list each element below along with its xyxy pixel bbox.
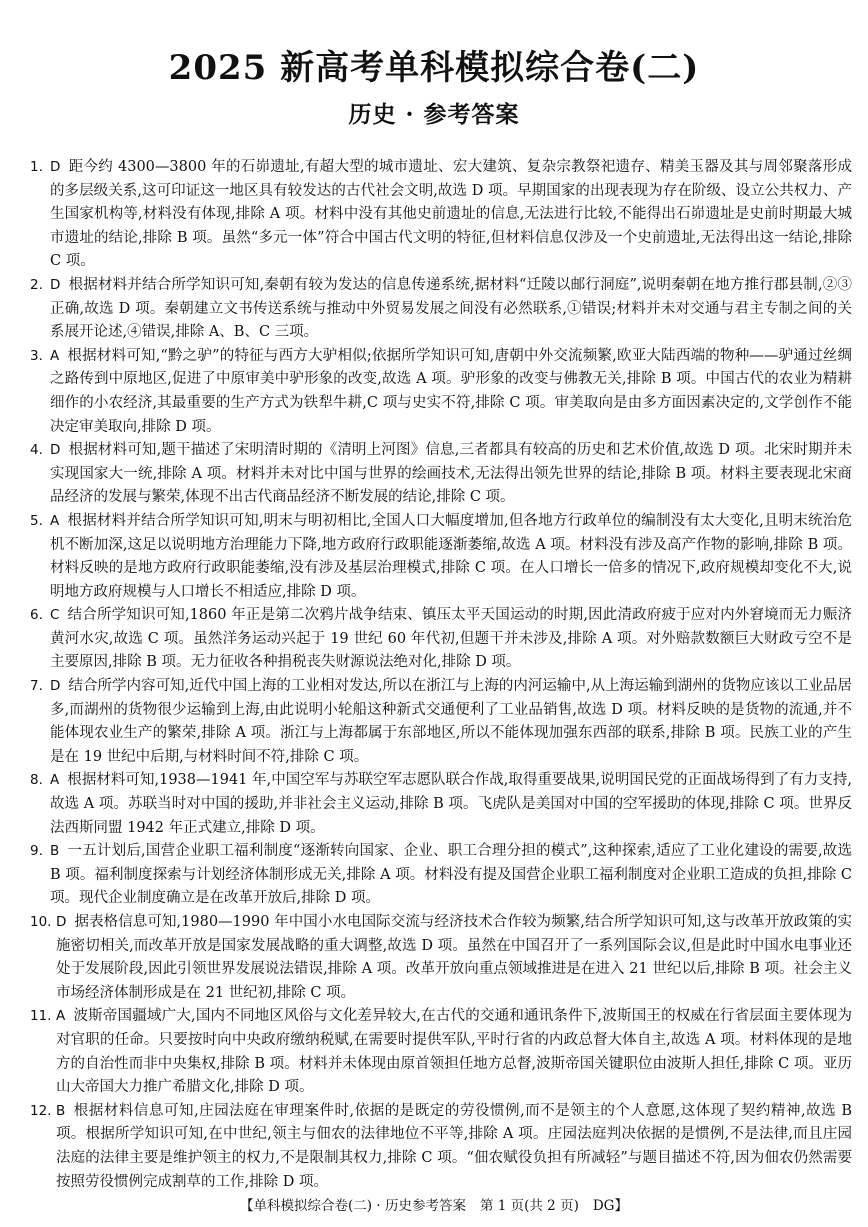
item-explanation: 距今约 4300—3800 年的石峁遗址,有超大型的城市遗址、宏大建筑、复杂宗教祭祀遗存、精美玉器及其与周邻聚落形成的多层级关系,这可印证这一地区具有较发达的古代社会文明,故选 D 项。早期国家的出现表现为存在阶级、设立公共权力、产生国家机构等,材料没有体现,排除 A 项。材料中没有其他史前遗址的信息,无法进行比较,不能得出石峁遗址是史前时期最大城市遗址的结论,排除 B 项。虽然“多元一体”符合中国古代文明的特征,但材料信息仅涉及一个史前遗址,无法得出这一结论,排除 C 项。 — [50, 159, 852, 270]
answer-item-5 — [30, 510, 852, 604]
item-number: 4. — [30, 442, 43, 459]
answer-item-4 — [30, 439, 852, 510]
item-number: 10. — [30, 914, 52, 930]
footer-code: DG】 — [592, 1198, 628, 1214]
item-explanation: 一五计划后,国营企业职工福利制度“逐渐转向国家、企业、职工合理分担的模式”,这种探索,适应了工业化建设的需要,故选 B 项。福利制度探索与计划经济体制形成无关,排除 A 项。材料没有提及国营企业职工福利制度对企业职工造成的负担,排除 C 项。现代企业制度确立是在改革开放后,排除 D 项。 — [50, 843, 852, 907]
item-answer: A — [56, 1008, 66, 1025]
answer-item-1 — [30, 156, 852, 274]
page-subtitle: 历史 · 参考答案 — [348, 101, 520, 128]
page-title: 2025 新高考单科模拟综合卷(二) — [168, 48, 700, 88]
answer-item-11 — [30, 1005, 852, 1099]
item-explanation: 结合所学内容可知,近代中国上海的工业相对发达,所以在浙江与上海的内河运输中,从上海运输到湖州的货物应该以工业品居多,而湖州的货物很少运输到上海,由此说明小轮船这种新式交通便利了工业品销售,故选 D 项。材料反映的是货物的流通,并不能体现农业生产的繁荣,排除 A 项。浙江与上海都属于东部地区,所以不能体现加强东西部的联系,排除 B 项。民族工业的产生是在 19 世纪中后期,与材料时间不符,排除 C 项。 — [50, 678, 852, 765]
item-answer: D — [50, 442, 61, 459]
item-number: 7. — [30, 678, 43, 695]
item-answer: D — [56, 914, 67, 930]
item-answer: D — [50, 159, 61, 175]
item-number: 1. — [30, 159, 43, 175]
item-answer: B — [56, 1102, 66, 1119]
answer-item-7 — [30, 675, 852, 769]
item-answer: A — [50, 772, 60, 789]
item-answer: A — [50, 347, 60, 364]
answer-item-2 — [30, 274, 852, 345]
item-answer: D — [50, 276, 61, 293]
item-answer: A — [50, 512, 60, 529]
item-explanation: 结合所学知识可知,1860 年正是第二次鸦片战争结束、镇压太平天国运动的时期,因此清政府疲于应对内外窘境而无力赈济黄河水灾,故选 C 项。虽然洋务运动兴起于 19 世纪 60 年代初,但题干并未涉及,排除 A 项。对外赔款数额巨大财政亏空不是主要原因,排除 B 项。无力征收各种捐税丧失财源说法绝对化,排除 D 项。 — [50, 607, 852, 671]
answer-item-10 — [30, 911, 852, 1005]
answer-item-6 — [30, 604, 852, 675]
item-number: 12. — [30, 1102, 52, 1119]
item-explanation: 根据材料并结合所学知识可知,秦朝有较为发达的信息传递系统,据材料“迁陵以邮行洞庭”,说明秦朝在地方推行郡县制,②③正确,故选 D 项。秦朝建立文书传送系统与推动中外贸易发展之间没有必然联系,①错误;材料并未对交通与君主专制之间的关系展开论述,④错误,排除 A、B、C 三项。 — [50, 276, 852, 341]
item-explanation: 波斯帝国疆域广大,国内不同地区风俗与文化差异较大,在古代的交通和通讯条件下,波斯国王的权威在行省层面主要体现为对官职的任命。只要按时向中央政府缴纳税赋,在需要时提供军队,平时行省的内政总督大体自主,故选 A 项。材料体现的是地方的自治性而非中央集权,排除 B 项。材料并未体现由原首领担任地方总督,波斯帝国关键职位由波斯人担任,排除 C 项。亚历山大帝国大力推广希腊文化,排除 D 项。 — [56, 1008, 852, 1096]
answer-item-8 — [30, 769, 852, 840]
item-number: 6. — [30, 607, 43, 624]
footer-label: 【单科模拟综合卷(二) · 历史参考答案 — [240, 1198, 466, 1214]
item-explanation: 根据材料可知,1938—1941 年,中国空军与苏联空军志愿队联合作战,取得重要战果,说明国民党的正面战场得到了有力支持,故选 A 项。苏联当时对中国的援助,并非社会主义运动,排除 B 项。飞虎队是美国对中国的空军援助的体现,排除 C 项。世界反法西斯同盟 1942 年正式建立,排除 D 项。 — [50, 772, 852, 836]
item-explanation: 根据材料并结合所学知识可知,明末与明初相比,全国人口大幅度增加,但各地方行政单位的编制没有太大变化,且明末统治危机不断加深,这足以说明地方治理能力下降,地方政府行政职能逐渐萎缩,故选 A 项。材料没有涉及高产作物的影响,排除 B 项。材料反映的是地方政府行政职能萎缩,没有涉及基层治理模式,排除 C 项。在人口增长一倍多的情况下,政府规模却变化不大,说明地方政府规模与人口增长不相适应,排除 D 项。 — [50, 512, 852, 600]
item-number: 2. — [30, 276, 43, 293]
item-explanation: 根据材料信息可知,庄园法庭在审理案件时,依据的是既定的劳役惯例,而不是领主的个人意愿,这体现了契约精神,故选 B 项。根据所学知识可知,在中世纪,领主与佃农的法律地位不平等,排除 A 项。庄园法庭判决依据的是惯例,不是法律,而且庄园法庭的法律主要是维护领主的权力,不是限制其权力,排除 C 项。“佃农赋役负担有所减轻”与题目描述不符,因为佃农仍然需要按照劳役惯例完成割草的工作,排除 D 项。 — [56, 1102, 852, 1190]
item-number: 11. — [30, 1008, 52, 1025]
item-number: 3. — [30, 347, 43, 364]
answer-item-9 — [30, 840, 852, 911]
item-answer: B — [50, 843, 60, 860]
item-explanation: 根据材料可知,“黔之驴”的特征与西方大驴相似;依据所学知识可知,唐朝中外交流频繁,欧亚大陆西端的物种——驴通过丝绸之路传到中原地区,促进了中原审美中驴形象的改变,故选 A 项。驴形象的改变与佛教无关,排除 B 项。中国古代的农业为精耕细作的小农经济,其最重要的生产方式为铁犁牛耕,C 项与史实不符,排除 C 项。审美取向是由多方面因素决定的,文学创作不能决定审美取向,排除 D 项。 — [50, 347, 852, 435]
item-explanation: 据表格信息可知,1980—1990 年中国小水电国际交流与经济技术合作较为频繁,结合所学知识可知,这与改革开放政策的实施密切相关,而改革开放是国家发展战略的重大调整,故选 D 项。虽然在中国召开了一系列国际会议,但是此时中国水电事业还处于发展阶段,因此引领世界发展说法错误,排除 A 项。改革开放向重点领域推进是在进入 21 世纪以后,排除 B 项。社会主义市场经济体制形成是在 21 世纪初,排除 C 项。 — [56, 914, 852, 1001]
footer-page-number: 第 1 页(共 2 页) — [479, 1198, 579, 1214]
item-number: 5. — [30, 512, 43, 529]
item-explanation: 根据材料可知,题干描述了宋明清时期的《清明上河图》信息,三者都具有较高的历史和艺术价值,故选 D 项。北宋时期并未实现国家大一统,排除 A 项。材料并未对比中国与世界的绘画技术,无法得出领先世界的结论,排除 B 项。材料主要表现北宋商品经济的发展与繁荣,体现不出古代商品经济不断发展的结论,排除 C 项。 — [50, 442, 852, 506]
item-number: 9. — [30, 843, 43, 860]
item-answer: D — [50, 678, 61, 695]
item-number: 8. — [30, 772, 43, 789]
answer-list — [30, 156, 852, 1194]
page-footer — [0, 1196, 868, 1216]
answer-item-3 — [30, 345, 852, 439]
answer-item-12 — [30, 1100, 852, 1194]
item-answer: C — [50, 607, 60, 624]
